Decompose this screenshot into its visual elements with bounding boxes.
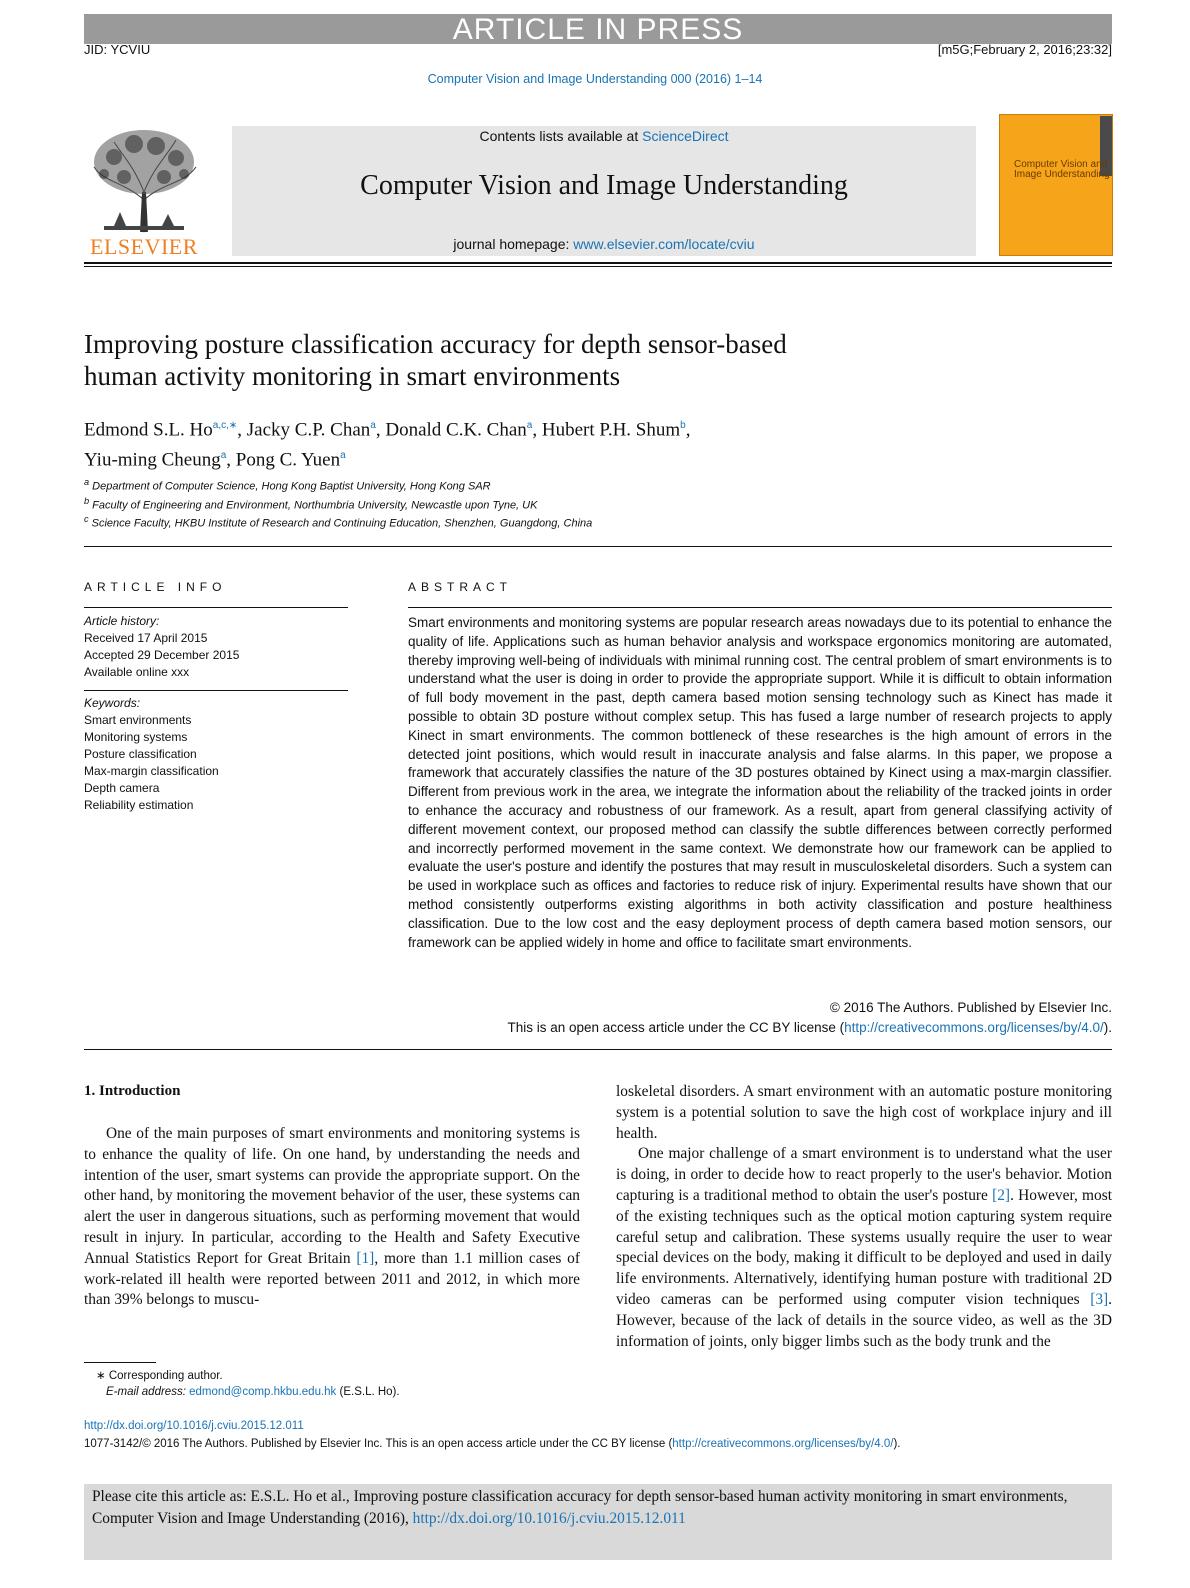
paragraph-text: One of the main purposes of smart environments and monitoring systems is to enhance the quality of life. On one hand, by understanding the needs and intention of the user, smart systems can provide the appropriate support. On the other hand, by monitoring the movement behavior of the user, these systems can alert the user in dangerous situations, such as performing movement that would result in injury. In particular, according to the Health and Safety Executive Annual Statistics Report for Great Britain: [84, 1125, 580, 1267]
intro-paragraph-1: [84, 1124, 580, 1311]
cover-title: Computer Vision and Image Understanding: [1014, 159, 1110, 180]
title-rule: [84, 546, 1112, 547]
affiliation-key: a: [84, 477, 90, 487]
title-line-2: human activity monitoring in smart environments: [84, 361, 621, 391]
paragraph-text: . However, because of the lack of details in the source video, as well as the 3D information of joints, only bigger limbs such as the body trunk and the: [616, 1290, 1112, 1350]
received-date: Received 17 April 2015: [84, 631, 208, 645]
jid-label: JID: YCVIU: [84, 42, 151, 57]
license-link[interactable]: http://creativecommons.org/licenses/by/4.0/: [844, 1020, 1104, 1035]
reference-link-3[interactable]: [3]: [1090, 1290, 1109, 1308]
license-prefix: This is an open access article under the CC BY license (: [507, 1020, 845, 1035]
intro-paragraph-continued: loskeletal disorders. A smart environment with an automatic posture monitoring system is a potential solution to save the high cost of workplace injury and ill health.: [616, 1083, 1112, 1142]
keyword: Max-margin classification: [84, 764, 219, 778]
author-name: Hubert P.H. Shum: [541, 419, 681, 441]
affiliation-text: Department of Computer Science, Hong Kong Baptist University, Hong Kong SAR: [92, 480, 491, 493]
license-suffix: ).: [1103, 1020, 1112, 1035]
issn-suffix: ).: [893, 1438, 901, 1450]
doi-link[interactable]: http://dx.doi.org/10.1016/j.cviu.2015.12.011: [84, 1420, 304, 1432]
paragraph-text: , more than 1.1 million cases of work-related ill health were reported between 2011 and 2012, in which more than 39% belongs to muscu-: [84, 1249, 580, 1309]
article-in-press-banner: ARTICLE IN PRESS: [84, 14, 1112, 44]
keywords-list: [84, 712, 219, 814]
contents-prefix: Contents lists available at: [479, 128, 643, 144]
article-title: [84, 328, 984, 392]
email-link[interactable]: edmond@comp.hkbu.edu.hk: [189, 1386, 337, 1398]
author-affiliation-mark[interactable]: a: [340, 450, 346, 462]
affiliation-text: Faculty of Engineering and Environment, Northumbria University, Newcastle upon Tyne, UK: [92, 499, 538, 512]
author-affiliation-mark[interactable]: a: [220, 450, 227, 462]
keyword: Depth camera: [84, 781, 160, 795]
author-affiliation-mark[interactable]: a: [526, 420, 533, 431]
keyword: Reliability estimation: [84, 798, 194, 812]
author-affiliation-mark[interactable]: b: [680, 420, 686, 431]
corresponding-author-note: ∗ Corresponding author.: [96, 1370, 223, 1382]
email-label: E-mail address:: [106, 1386, 190, 1398]
affiliation-text: Science Faculty, HKBU Institute of Research and Continuing Education, Shenzhen, Guangdong, China: [91, 517, 593, 530]
keyword: Smart environments: [84, 713, 192, 727]
issn-license-link[interactable]: http://creativecommons.org/licenses/by/4.0/: [672, 1438, 894, 1450]
abstract-text: Smart environments and monitoring systems are popular research areas nowadays due to its potential to enhance the quality of life. Applications such as human behavior analysis and workspace ergonomics monitoring are automated, thereby improving well-being of individuals with minimal running cost. The central problem of smart environments is to understand what the user is doing in order to provide the appropriate support. While it is difficult to obtain information of full body movement in the past, depth camera based motion sensing technology such as Kinect has made it possible to obtain 3D posture without complex setup. This has fused a large number of research projects to apply Kinect in smart environments. The common bottleneck of these researches is the high amount of errors in the detected joint positions, which would result in inaccurate analysis and false alarms. In this paper, we propose a framework that accurately classifies the nature of the 3D postures obtained by Kinect using a max-margin classifier. Different from previous work in the area, we integrate the information about the reliability of the tracked joints in order to enhance the accuracy and robustness of our framework. As a result, apart from general classifying activity of different movement context, our proposed method can classify the subtle differences between correctly performed and incorrectly performed movement in the same context. We demonstrate how our framework can be applied to evaluate the user's posture and identify the postures that may result in musculoskeletal disorders. Such a system can be used in workplace such as offices and factories to reduce risk of injury. Experimental results have shown that our method consistently outperforms existing algorithms in both activity classification and posture healthiness classification. Due to the low cost and the easy deployment process of depth camera based motion sensors, our framework can be applied widely in home and office to facilitate smart environments.: [408, 615, 1112, 950]
abstract-heading: ABSTRACT: [408, 580, 513, 594]
affiliation-b: [84, 496, 537, 512]
issn-prefix: 1077-3142/© 2016 The Authors. Published by Elsevier Inc. This is an open access article under the CC BY license (: [84, 1438, 673, 1450]
paragraph-text: One major challenge of a smart environment is to understand what the user is doing, in order to decide how to react properly to the user's behavior. Motion capturing is a traditional method to obtain the user's posture: [616, 1145, 1112, 1204]
author-separator: ,: [226, 449, 236, 471]
homepage-line: [232, 236, 976, 252]
journal-name: Computer Vision and Image Understanding: [360, 170, 848, 201]
keywords-label: Keywords:: [84, 696, 141, 710]
header-rule-thin: [84, 266, 1112, 267]
journal-cover-image: [999, 114, 1113, 256]
author-name: Pong C. Yuen: [235, 449, 341, 471]
cite-text: [92, 1486, 1106, 1530]
author-separator: ,: [375, 419, 386, 441]
history-label: Article history:: [84, 614, 160, 628]
email-suffix: (E.S.L. Ho).: [336, 1386, 400, 1398]
sciencedirect-link[interactable]: ScienceDirect: [642, 128, 729, 144]
cite-body: Please cite this article as: E.S.L. Ho et al., Improving posture classification accuracy for depth sensor-based human activity monitoring in smart environments, Computer Vision and Image Understanding (2016),: [92, 1488, 1068, 1527]
copyright-line: © 2016 The Authors. Published by Elsevier Inc.: [829, 1000, 1112, 1015]
timestamp-label: [m5G;February 2, 2016;23:32]: [937, 42, 1112, 57]
author-name: Edmond S.L. Ho: [84, 419, 213, 441]
homepage-link[interactable]: www.elsevier.com/locate/cviu: [573, 236, 755, 252]
cite-doi-link[interactable]: http://dx.doi.org/10.1016/j.cviu.2015.12.011: [412, 1510, 686, 1527]
author-separator: ,: [237, 419, 247, 441]
reference-link-1[interactable]: [1]: [356, 1249, 375, 1267]
affiliation-a: [84, 477, 491, 493]
online-date: Available online xxx: [84, 665, 190, 679]
keyword: Posture classification: [84, 747, 197, 761]
author-affiliation-mark[interactable]: a: [370, 420, 376, 431]
title-line-1: Improving posture classification accuracy for depth sensor-based: [84, 329, 787, 359]
author-separator: ,: [532, 419, 542, 441]
contents-line: [232, 128, 976, 144]
abstract-bottom-rule: [84, 1049, 1112, 1050]
footnote-rule: [84, 1362, 156, 1363]
affiliation-key: c: [84, 514, 89, 524]
license-line: [507, 1020, 1112, 1035]
paragraph-text: . However, most of the existing techniques such as the optical motion capturing system require careful setup and calibration. These systems usually require the user to wear special devices on the body, making it difficult to be deployed and used in daily life environments. Alternatively, identifying human posture with traditional 2D video cameras can be performed using computer vision techniques: [616, 1186, 1112, 1308]
accepted-date: Accepted 29 December 2015: [84, 648, 240, 662]
right-column: [616, 1082, 1112, 1352]
author-name: Donald C.K. Chan: [385, 419, 527, 441]
author-name: Yiu-ming Cheung: [84, 449, 221, 471]
article-info-rule: [84, 607, 348, 608]
elsevier-wordmark: ELSEVIER: [90, 234, 198, 259]
reference-link-2[interactable]: [2]: [992, 1186, 1011, 1204]
author-affiliation-mark[interactable]: a,c,∗: [212, 420, 238, 431]
author-list: [84, 413, 984, 474]
author-separator: ,: [685, 419, 691, 441]
affiliation-c: [84, 514, 592, 530]
email-note: [106, 1386, 400, 1398]
keywords-rule: [84, 690, 348, 691]
header-rule: [84, 262, 1112, 264]
introduction-heading: 1. Introduction: [84, 1083, 181, 1099]
intro-paragraph-2: [616, 1144, 1112, 1352]
homepage-prefix: journal homepage:: [453, 236, 574, 252]
abstract-rule: [408, 607, 1112, 608]
journal-citation-link[interactable]: Computer Vision and Image Understanding 000 (2016) 1–14: [427, 72, 763, 86]
left-column: [84, 1124, 580, 1311]
author-name: Jacky C.P. Chan: [246, 419, 371, 441]
article-info-heading: ARTICLE INFO: [84, 580, 227, 594]
keyword: Monitoring systems: [84, 730, 188, 744]
affiliation-key: b: [84, 496, 90, 506]
issn-line: [84, 1438, 900, 1450]
